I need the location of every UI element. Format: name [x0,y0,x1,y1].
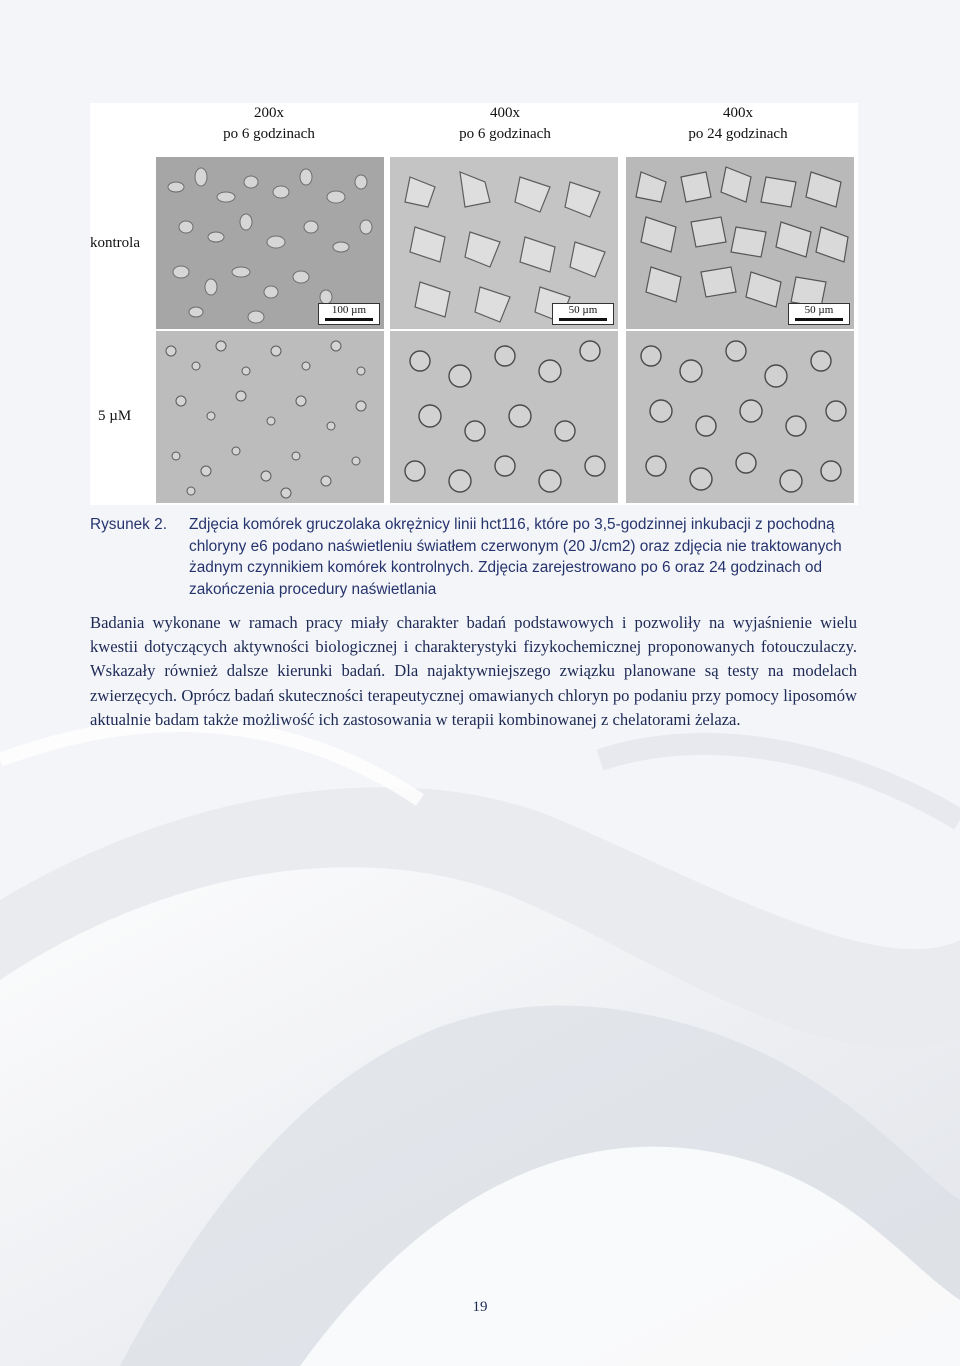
caption-text: Zdjęcia komórek gruczolaka okrężnicy linii hct116, które po 3,5-godzinnej inkubacji z pochodną chloryny e6 podano naświetleniu światłem czerwonym (20 J/cm2) oraz zdjęcia nie traktowanych żadnym czynnikiem komórek kontrolnych. Zdjęcia zarejestrowano po 6 oraz 24 godzinach od zakończenia procedury naświetlania [189,516,842,598]
scale-bar-label: 100 µm [331,304,367,316]
column-header-magnification: 400x [490,105,520,121]
column-header-magnification: 200x [254,105,284,121]
scale-bar [318,303,380,325]
row-label-control: kontrola [90,235,140,251]
scale-bar [788,303,850,325]
scale-bar [552,303,614,325]
micrograph-5um-400x-24h [626,331,854,503]
scale-bar-label: 50 µm [804,304,834,316]
column-header-time: po 6 godzinach [223,126,315,142]
body-paragraph: Badania wykonane w ramach pracy miały charakter badań podstawowych i pozwoliły na wyjaśnienie wielu kwestii dotyczących aktywności biologicznej i charakterystyki fizykochemicznej proponowanych fotouczulaczy. Wskazały również dalsze kierunki badań. Dla najaktywniejszego związku planowane są testy na modelach zwierzęcych. Oprócz badań skuteczności terapeutycznej omawianych chloryn po podaniu przy pomocy liposomów aktualnie badam także możliwość ich zastosowania w terapii kombinowanej z chelatorami żelaza. [90,613,857,729]
column-header-400x-6h [395,103,615,145]
micrograph-figure [90,103,858,505]
micrograph-control-400x-24h [626,157,854,329]
column-header-200x-6h [159,103,379,145]
column-header-magnification: 400x [723,105,753,121]
caption-label: Rysunek 2. [90,516,167,533]
scale-bar-label: 50 µm [568,304,598,316]
column-header-time: po 24 godzinach [688,126,788,142]
page-number: 19 [472,1299,488,1315]
scale-bar-line [559,318,607,321]
micrograph-control-400x-6h [390,157,618,329]
row-label-5um: 5 µM [98,408,132,424]
scale-bar-line [795,318,843,321]
column-header-time: po 6 godzinach [459,126,551,142]
micrograph-control-200x-6h [156,157,384,329]
micrograph-5um-400x-6h [390,331,618,503]
column-header-400x-24h [628,103,848,145]
scale-bar-line [325,318,373,321]
micrograph-5um-200x-6h [156,331,384,503]
